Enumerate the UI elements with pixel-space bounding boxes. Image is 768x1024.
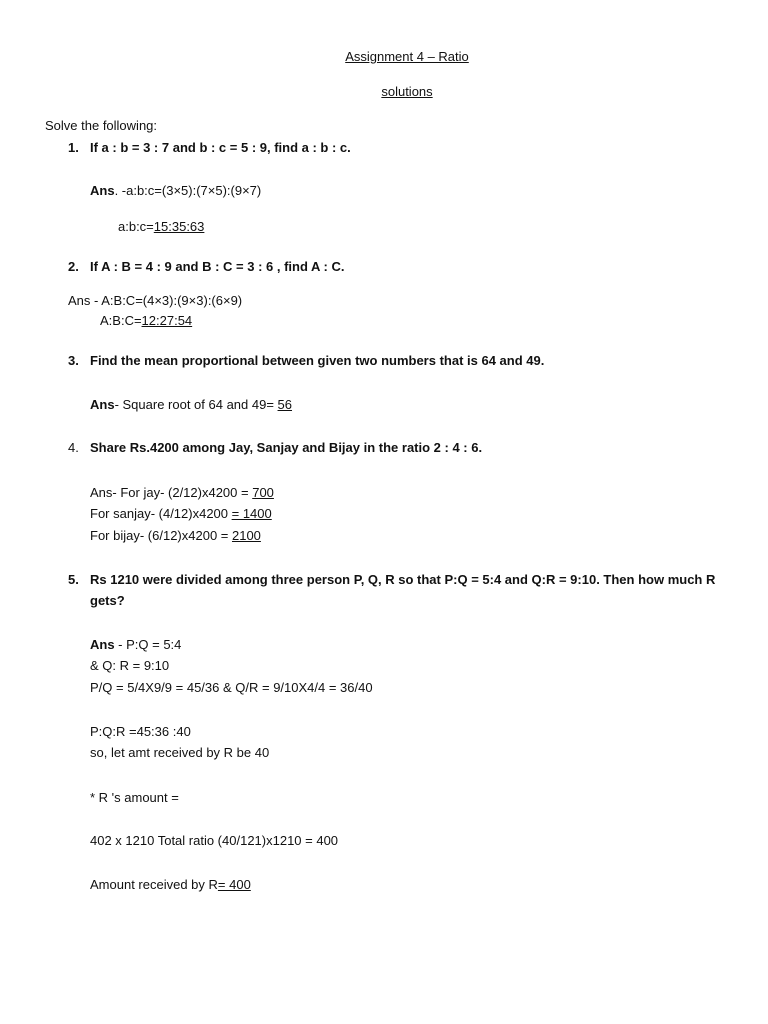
answer-2-line-1: Ans - A:B:C=(4×3):(9×3):(6×9)	[68, 293, 243, 308]
answer-4-line-2: For sanjay- (4/12)x4200 = 1400	[90, 506, 272, 521]
question-2: 2. If A : B = 4 : 9 and B : C = 3 : 6 , find A : C.	[68, 259, 345, 274]
answer-4-line-3: For bijay- (6/12)x4200 = 2100	[90, 528, 261, 543]
question-5: 5. Rs 1210 were divided among three person P, Q, R so that P:Q = 5:4 and Q:R = 9:10. Then how much R	[68, 572, 716, 587]
answer-5-line-3: P/Q = 5/4X9/9 = 45/36 & Q/R = 9/10X4/4 = 36/40	[90, 680, 373, 695]
answer-5-line-7: 402 x 1210 Total ratio (40/121)x1210 = 400	[90, 833, 339, 848]
answer-5-line-2: & Q: R = 9:10	[90, 658, 170, 673]
answer-5-line-6: * R 's amount =	[90, 790, 179, 805]
document-subtitle: solutions	[381, 84, 433, 99]
question-5-continued: gets?	[90, 593, 125, 608]
question-3: 3. Find the mean proportional between given two numbers that is 64 and 49.	[68, 353, 545, 368]
answer-1-line-1: Ans. -a:b:c=(3×5):(7×5):(9×7)	[90, 183, 262, 198]
question-1: 1. If a : b = 3 : 7 and b : c = 5 : 9, find a : b : c.	[68, 140, 351, 155]
answer-2-line-2: A:B:C=12:27:54	[100, 313, 193, 328]
instruction: Solve the following:	[45, 118, 158, 133]
answer-5-final: Amount received by R= 400	[90, 877, 251, 892]
question-4: 4. Share Rs.4200 among Jay, Sanjay and Bijay in the ratio 2 : 4 : 6.	[68, 440, 483, 455]
answer-5-line-1: Ans - P:Q = 5:4	[90, 637, 182, 652]
answer-1-line-2: a:b:c=15:35:63	[118, 219, 205, 234]
answer-3: Ans- Square root of 64 and 49= 56	[90, 397, 293, 412]
answer-5-line-4: P:Q:R =45:36 :40	[90, 724, 191, 739]
document-title: Assignment 4 – Ratio	[345, 49, 469, 64]
answer-4-line-1: Ans- For jay- (2/12)x4200 = 700	[90, 485, 274, 500]
answer-5-line-5: so, let amt received by R be 40	[90, 745, 270, 760]
